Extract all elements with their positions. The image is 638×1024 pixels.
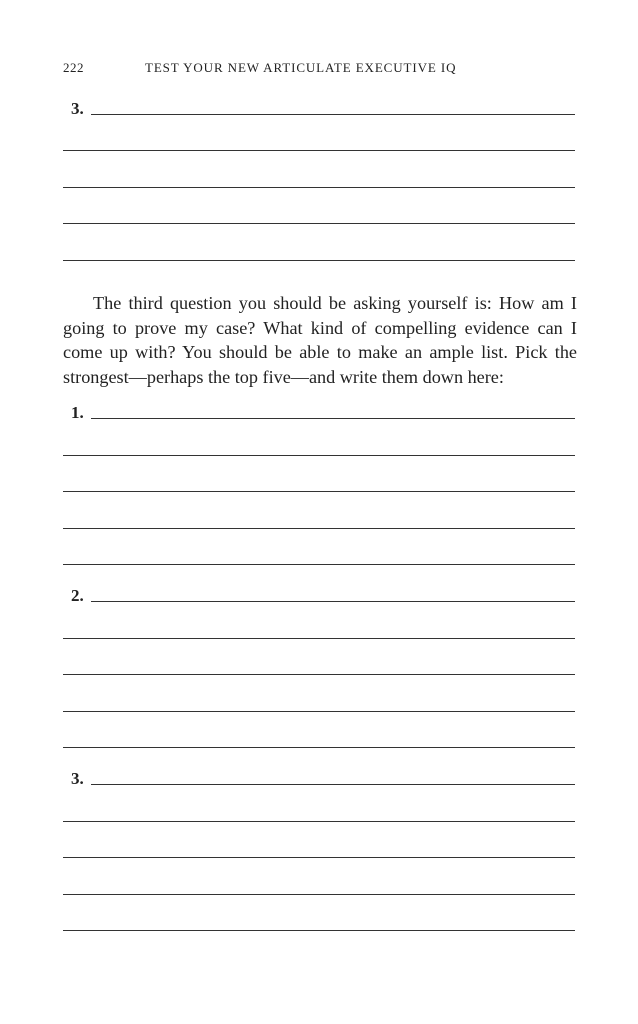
item-number: 3. — [71, 769, 84, 788]
answer-line[interactable] — [63, 150, 575, 151]
answer-line[interactable] — [63, 528, 575, 529]
answer-line[interactable] — [91, 418, 575, 419]
answer-line[interactable] — [63, 894, 575, 895]
page-number: 222 — [63, 60, 84, 75]
answer-line[interactable] — [63, 711, 575, 712]
item-number: 3. — [71, 99, 84, 118]
answer-line[interactable] — [63, 223, 575, 224]
answer-line[interactable] — [63, 857, 575, 858]
answer-line[interactable] — [63, 564, 575, 565]
answer-line[interactable] — [63, 930, 575, 931]
answer-line[interactable] — [63, 491, 575, 492]
answer-line[interactable] — [63, 455, 575, 456]
answer-line[interactable] — [63, 638, 575, 639]
answer-line[interactable] — [91, 114, 575, 115]
body-paragraph: The third question you should be asking yourself is: How am I going to prove my case? What kind of compelling evidence can I come up with? You should be able to make an ample list. Pick the strongest—perhaps the top five—and write them down here: — [63, 293, 577, 387]
item-number: 1. — [71, 403, 84, 422]
item-number: 2. — [71, 586, 84, 605]
answer-line[interactable] — [63, 187, 575, 188]
answer-line[interactable] — [91, 784, 575, 785]
answer-line[interactable] — [63, 260, 575, 261]
answer-line[interactable] — [91, 601, 575, 602]
running-title: TEST YOUR NEW ARTICULATE EXECUTIVE IQ — [145, 60, 457, 75]
answer-line[interactable] — [63, 821, 575, 822]
answer-line[interactable] — [63, 674, 575, 675]
answer-line[interactable] — [63, 747, 575, 748]
